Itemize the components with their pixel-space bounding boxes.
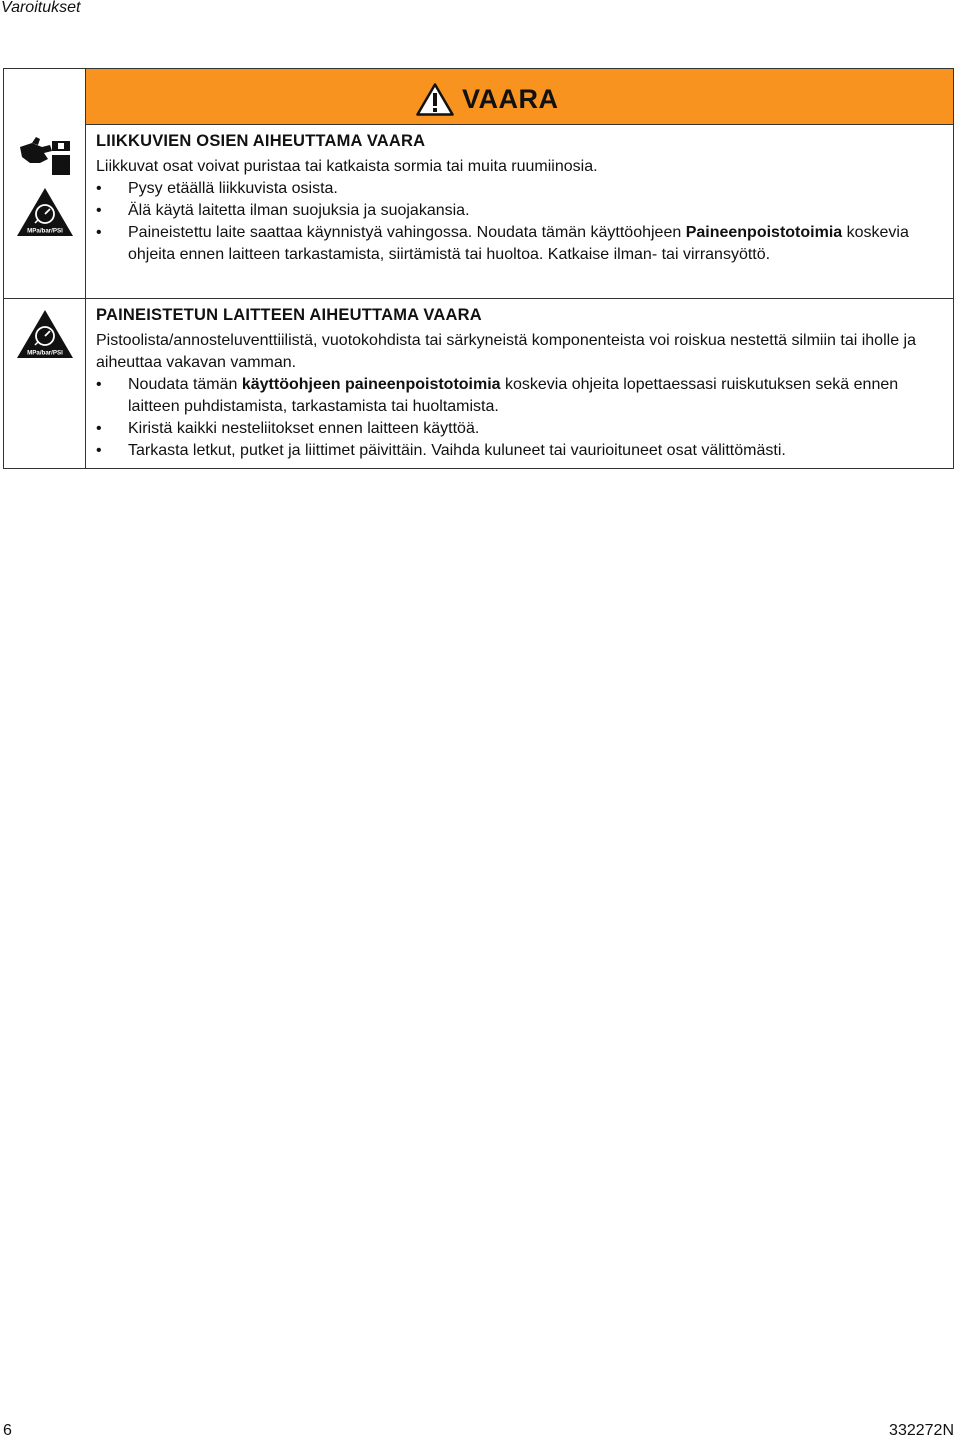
hazard-divider bbox=[4, 298, 953, 299]
warning-triangle-icon bbox=[416, 83, 454, 116]
bullet-bold-text: käyttöohjeen paineenpoistotoimia bbox=[241, 376, 501, 393]
page-number: 6 bbox=[3, 1422, 12, 1439]
warning-box bbox=[3, 68, 954, 469]
bullet-item bbox=[96, 222, 943, 266]
pressure-gauge-icon bbox=[16, 309, 74, 359]
document-number: 332272N bbox=[889, 1422, 954, 1439]
danger-banner bbox=[86, 69, 953, 125]
bullet-item: • Älä käytä laitetta ilman suojuksia ja suojakansia. bbox=[96, 200, 943, 222]
bullet-text: koskevia ohjeita ennen laitteen tarkastamista, siirtämistä tai huoltoa. Katkaise ilman- tai virransyöttö. bbox=[128, 224, 909, 263]
bullet-item: • Kiristä kaikki nesteliitokset ennen laitteen käyttöä. bbox=[96, 418, 943, 440]
hazard-title: PAINEISTETUN LAITTEEN AIHEUTTAMA VAARA bbox=[96, 306, 482, 324]
bullet-item: • Tarkasta letkut, putket ja liittimet päivittäin. Vaihda kuluneet tai vaurioituneet osat välittömästi. bbox=[96, 440, 943, 462]
pressure-gauge-icon bbox=[16, 187, 74, 237]
hazard-bullets bbox=[96, 374, 943, 462]
bullet-text: koskevia ohjeita lopettaessasi ruiskutuksen sekä ennen laitteen puhdistamista, tarkastamista tai huoltamista. bbox=[128, 376, 899, 415]
hazard-bullets bbox=[96, 178, 943, 266]
bullet-text: Noudata tämän bbox=[128, 376, 242, 393]
hazard-intro: Pistoolista/annosteluventtiilistä, vuotokohdista tai särkyneistä komponenteista voi roiskua nestettä silmiin tai iholle ja aiheuttaa vakavan vamman. bbox=[96, 332, 916, 371]
section-header: Varoitukset bbox=[1, 0, 81, 16]
icon-column bbox=[4, 69, 86, 468]
bullet-bold-text: Paineenpoistotoimia bbox=[685, 224, 843, 241]
bullet-item bbox=[96, 374, 943, 418]
hazard-title: LIIKKUVIEN OSIEN AIHEUTTAMA VAARA bbox=[96, 132, 426, 150]
moving-parts-hand-icon bbox=[18, 133, 72, 177]
gauge-label: MPa/bar/PSI bbox=[27, 349, 63, 357]
bullet-text: Paineistettu laite saattaa käynnistyä vahingossa. Noudata tämän käyttöohjeen bbox=[128, 224, 686, 241]
gauge-label: MPa/bar/PSI bbox=[27, 227, 63, 235]
bullet-item: • Pysy etäällä liikkuvista osista. bbox=[96, 178, 943, 200]
banner-title: VAARA bbox=[462, 84, 559, 114]
hazard-pressurized-equipment bbox=[96, 304, 943, 462]
hazard-moving-parts bbox=[96, 130, 943, 266]
hazard-intro: Liikkuvat osat voivat puristaa tai katkaista sormia tai muita ruumiinosia. bbox=[96, 158, 598, 175]
